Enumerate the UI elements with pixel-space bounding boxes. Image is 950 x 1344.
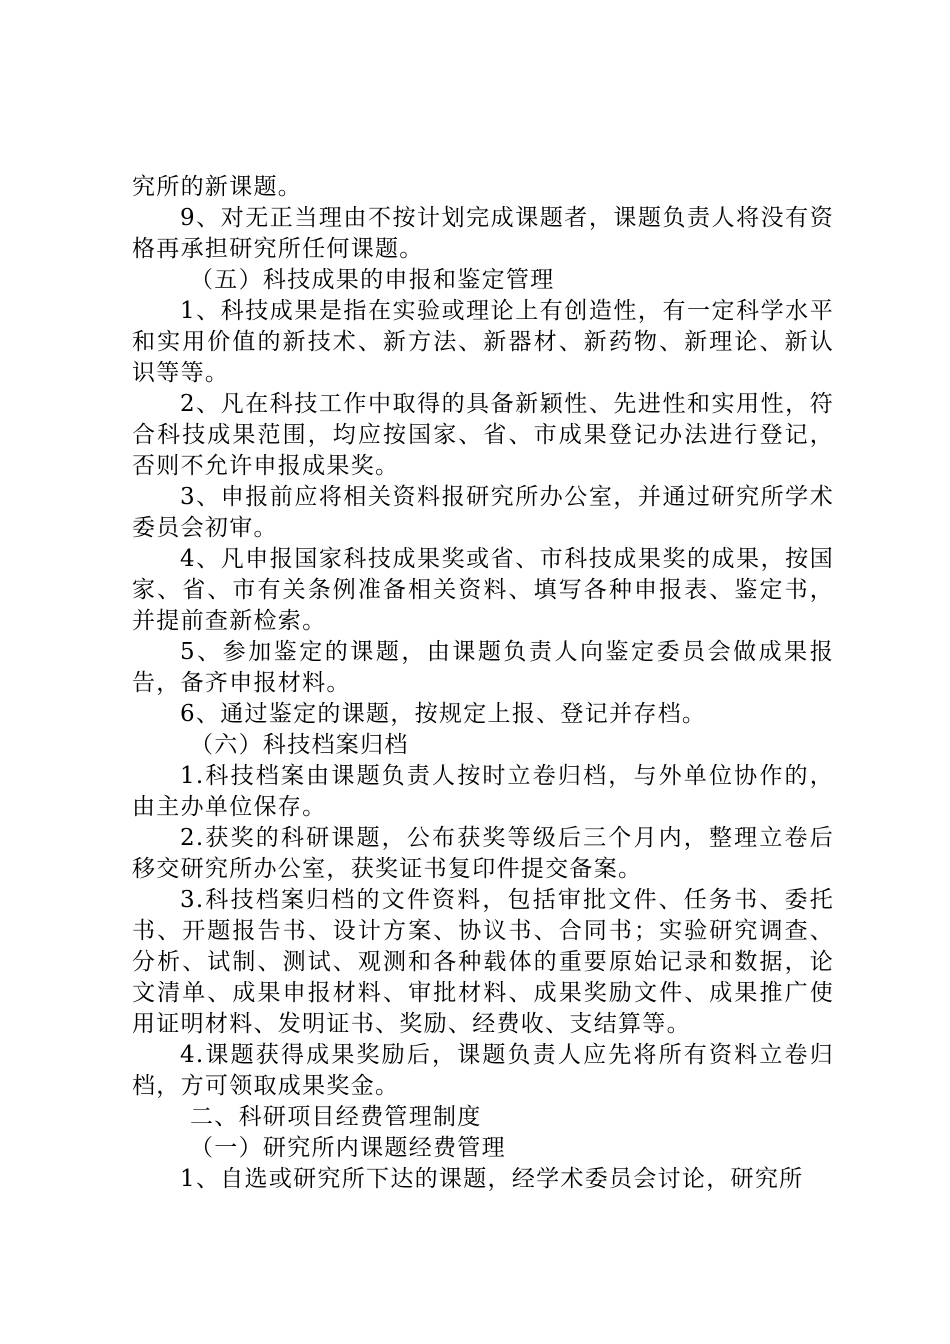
document-body bbox=[132, 172, 834, 1195]
section-heading-1: （一）研究所内课题经费管理 bbox=[190, 1135, 506, 1161]
archive-item-1: 1.科技档案由课题负责人按时立卷归档，与外单位协作的，由主办单位保存。 bbox=[132, 763, 834, 820]
paragraph-item-4: 4、凡申报国家科技成果奖或省、市科技成果奖的成果，按国家、省、市有关条例准备相关资料、填写各种申报表、鉴定书，并提前查新检索。 bbox=[132, 546, 834, 634]
paragraph-item-1: 1、科技成果是指在实验或理论上有创造性，有一定科学水平和实用价值的新技术、新方法、新器材、新药物、新理论、新认识等等。 bbox=[132, 298, 834, 386]
paragraph-item-5: 5、参加鉴定的课题，由课题负责人向鉴定委员会做成果报告，备齐申报材料。 bbox=[132, 639, 834, 696]
archive-item-4: 4.课题获得成果奖励后，课题负责人应先将所有资料立卷归档，方可领取成果奖金。 bbox=[132, 1042, 834, 1099]
paragraph-item-3: 3、申报前应将相关资料报研究所办公室，并通过研究所学术委员会初审。 bbox=[132, 484, 834, 541]
archive-item-3: 3.科技档案归档的文件资料，包括审批文件、任务书、委托书、开题报告书、设计方案、协议书、合同书；实验研究调查、分析、试制、测试、观测和各种载体的重要原始记录和数据，论文清单、成果申报材料、审批材料、成果奖励文件、成果推广使用证明材料、发明证书、奖励、经费收、支结算等。 bbox=[132, 887, 834, 1037]
chapter-heading-2: 二、科研项目经费管理制度 bbox=[190, 1104, 482, 1130]
section-heading-5: （五）科技成果的申报和鉴定管理 bbox=[190, 267, 555, 293]
paragraph-continuation: 究所的新课题。 bbox=[132, 174, 303, 200]
section-heading-6: （六）科技档案归档 bbox=[190, 732, 409, 758]
archive-item-2: 2.获奖的科研课题，公布获奖等级后三个月内，整理立卷后移交研究所办公室，获奖证书复印件提交备案。 bbox=[132, 825, 834, 882]
paragraph-item-9: 9、对无正当理由不按计划完成课题者，课题负责人将没有资格再承担研究所任何课题。 bbox=[132, 205, 834, 262]
paragraph-item-2: 2、凡在科技工作中取得的具备新颖性、先进性和实用性，符合科技成果范围，均应按国家、省、市成果登记办法进行登记，否则不允许申报成果奖。 bbox=[132, 391, 834, 479]
paragraph-funding-item-1: 1、自选或研究所下达的课题，经学术委员会讨论，研究所 bbox=[180, 1166, 804, 1192]
paragraph-item-6: 6、通过鉴定的课题，按规定上报、登记并存档。 bbox=[180, 701, 707, 727]
